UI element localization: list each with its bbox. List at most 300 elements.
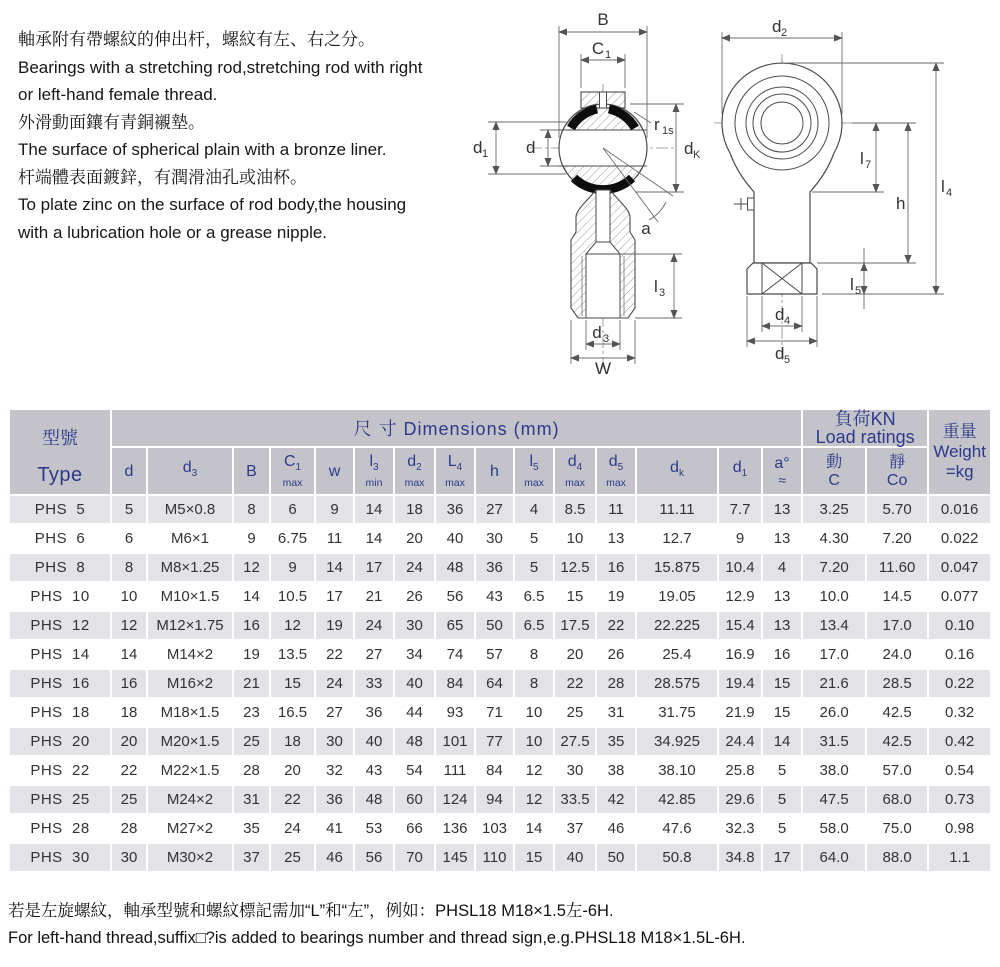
table-cell: 11 xyxy=(597,496,635,523)
table-row xyxy=(10,786,990,813)
dim-header-row xyxy=(10,448,990,494)
table-cell: 8 xyxy=(234,496,269,523)
table-cell: 66 xyxy=(395,815,434,842)
table-cell: M20×1.5 xyxy=(148,728,232,755)
table-cell: 6 xyxy=(112,525,146,552)
weight-column-header xyxy=(929,410,990,494)
table-cell: 44 xyxy=(395,699,434,726)
table-row xyxy=(10,670,990,697)
table-cell: 15 xyxy=(271,670,314,697)
table-cell: 16 xyxy=(112,670,146,697)
table-cell: 28 xyxy=(234,757,269,784)
table-cell: 0.047 xyxy=(929,554,990,581)
table-row xyxy=(10,757,990,784)
table-cell: 15 xyxy=(515,844,553,871)
table-row xyxy=(10,496,990,523)
table-cell: 10 xyxy=(515,699,553,726)
table-cell: 15.4 xyxy=(719,612,761,639)
table-cell: 24.4 xyxy=(719,728,761,755)
table-cell: 0.22 xyxy=(929,670,990,697)
table-cell: 12 xyxy=(234,554,269,581)
model-cell: PHS 10 xyxy=(10,583,110,610)
dimensions-table xyxy=(8,408,992,873)
table-cell: 29.6 xyxy=(719,786,761,813)
table-cell: 31 xyxy=(234,786,269,813)
rod-end-side-drawing xyxy=(712,2,1000,376)
footnote-zh: 若是左旋螺紋，軸承型號和螺紋標記需加“L”和“左”，例如：PHSL18 M18×1.5左-6H. xyxy=(8,902,614,920)
table-cell: 11.11 xyxy=(637,496,717,523)
dim-label-d3-sub: 3 xyxy=(603,333,610,345)
table-cell: 4 xyxy=(763,554,801,581)
table-row xyxy=(10,844,990,871)
weight-header-zh: 重量 xyxy=(942,422,977,441)
table-row xyxy=(10,554,990,581)
table-cell: 32 xyxy=(316,757,353,784)
table-cell: 16.9 xyxy=(719,641,761,668)
table-cell: M8×1.25 xyxy=(148,554,232,581)
table-cell: M12×1.75 xyxy=(148,612,232,639)
table-cell: 12 xyxy=(112,612,146,639)
dim-label-d2-sub: 2 xyxy=(781,27,788,39)
table-cell: 43 xyxy=(476,583,513,610)
table-cell: 21.6 xyxy=(803,670,865,697)
table-cell: 1.1 xyxy=(929,844,990,871)
table-cell: 14 xyxy=(355,525,393,552)
table-cell: 74 xyxy=(436,641,474,668)
table-cell: 57 xyxy=(476,641,513,668)
table-cell: 14.5 xyxy=(867,583,927,610)
load-header-zh: 負荷KN xyxy=(834,409,896,429)
model-cell: PHS 18 xyxy=(10,699,110,726)
table-cell: 84 xyxy=(476,757,513,784)
table-cell: 46 xyxy=(316,844,353,871)
table-cell: 47.6 xyxy=(637,815,717,842)
table-cell: 25 xyxy=(234,728,269,755)
table-cell: 25 xyxy=(112,786,146,813)
table-cell: 42.85 xyxy=(637,786,717,813)
table-cell: 68.0 xyxy=(867,786,927,813)
cap-slot xyxy=(600,92,607,108)
table-cell: 20 xyxy=(112,728,146,755)
table-cell: 30 xyxy=(316,728,353,755)
dim-label-d2: d xyxy=(772,17,782,36)
table-cell: 20 xyxy=(271,757,314,784)
column-header: $d_2$ max xyxy=(395,448,434,494)
threaded-hole xyxy=(586,254,620,318)
table-cell: M22×1.5 xyxy=(148,757,232,784)
table-cell: 0.077 xyxy=(929,583,990,610)
model-cell: PHS 22 xyxy=(10,757,110,784)
table-cell: 38.10 xyxy=(637,757,717,784)
table-cell: 27 xyxy=(355,641,393,668)
table-cell: 27.5 xyxy=(555,728,595,755)
table-cell: 15 xyxy=(555,583,595,610)
dim-label-C1: C xyxy=(591,39,605,58)
table-cell: 24 xyxy=(395,554,434,581)
table-cell: 28 xyxy=(112,815,146,842)
dim-label-l5: l xyxy=(850,275,854,294)
table-cell: 110 xyxy=(476,844,513,871)
column-header: h xyxy=(476,448,513,494)
table-cell: 18 xyxy=(112,699,146,726)
weight-header-unit: =kg xyxy=(945,462,974,481)
table-cell: 33.5 xyxy=(555,786,595,813)
table-cell: 13.4 xyxy=(803,612,865,639)
table-cell: 12 xyxy=(515,786,553,813)
table-cell: 0.022 xyxy=(929,525,990,552)
table-cell: 40 xyxy=(436,525,474,552)
table-cell: 20 xyxy=(555,641,595,668)
model-cell: PHS 8 xyxy=(10,554,110,581)
table-cell: 11 xyxy=(316,525,353,552)
table-cell: 30 xyxy=(112,844,146,871)
table-cell: 33 xyxy=(355,670,393,697)
table-cell: 5 xyxy=(763,757,801,784)
table-cell: 14 xyxy=(515,815,553,842)
model-cell: PHS 30 xyxy=(10,844,110,871)
table-cell: 5 xyxy=(515,525,553,552)
table-cell: 14 xyxy=(112,641,146,668)
table-cell: 13.5 xyxy=(271,641,314,668)
table-cell: 13 xyxy=(597,525,635,552)
table-cell: 11.60 xyxy=(867,554,927,581)
table-row xyxy=(10,525,990,552)
table-cell: 22 xyxy=(112,757,146,784)
table-cell: 25.4 xyxy=(637,641,717,668)
type-column-header xyxy=(10,410,110,494)
table-cell: 31.5 xyxy=(803,728,865,755)
head-and-rod-outline xyxy=(722,63,842,263)
table-cell: M10×1.5 xyxy=(148,583,232,610)
table-cell: 5 xyxy=(112,496,146,523)
table-cell: 36 xyxy=(316,786,353,813)
table-cell: 103 xyxy=(476,815,513,842)
table-cell: 10 xyxy=(112,583,146,610)
table-cell: 0.16 xyxy=(929,641,990,668)
table-cell: 6.5 xyxy=(515,612,553,639)
table-row xyxy=(10,583,990,610)
table-cell: 24 xyxy=(355,612,393,639)
load-ratings-group-header xyxy=(803,410,927,446)
dim-label-d: d xyxy=(526,138,536,157)
table-cell: 20 xyxy=(395,525,434,552)
table-cell: 40 xyxy=(395,670,434,697)
table-cell: 13 xyxy=(763,496,801,523)
table-cell: 77 xyxy=(476,728,513,755)
model-cell: PHS 20 xyxy=(10,728,110,755)
table-cell: 10.5 xyxy=(271,583,314,610)
table-cell: 15 xyxy=(763,670,801,697)
table-cell: 60 xyxy=(395,786,434,813)
table-cell: 4 xyxy=(515,496,553,523)
dim-label-l4: l xyxy=(941,177,945,196)
table-cell: 54 xyxy=(395,757,434,784)
table-cell: 35 xyxy=(234,815,269,842)
table-cell: 24 xyxy=(316,670,353,697)
table-row xyxy=(10,612,990,639)
dim-label-h: h xyxy=(896,194,906,213)
model-cell: PHS 28 xyxy=(10,815,110,842)
table-cell: 0.73 xyxy=(929,786,990,813)
table-cell: 28.5 xyxy=(867,670,927,697)
table-cell: 64 xyxy=(476,670,513,697)
table-cell: 12.9 xyxy=(719,583,761,610)
table-cell: 9 xyxy=(316,496,353,523)
dim-label-dK: d xyxy=(684,139,694,158)
intro-line: Bearings with a stretching rod,stretching rod with right xyxy=(18,57,423,77)
table-cell: 22.225 xyxy=(637,612,717,639)
table-cell: 5.70 xyxy=(867,496,927,523)
table-row xyxy=(10,641,990,668)
table-cell: M5×0.8 xyxy=(148,496,232,523)
dim-label-r1s-sub: 1s xyxy=(662,125,674,137)
table-cell: 19.4 xyxy=(719,670,761,697)
table-cell: 17 xyxy=(316,583,353,610)
intro-line: 軸承附有帶螺紋的伸出杆，螺紋有左、右之分。 xyxy=(18,30,375,49)
dim-label-d1-sub: 1 xyxy=(482,148,489,160)
table-cell: 0.32 xyxy=(929,699,990,726)
table-cell: M6×1 xyxy=(148,525,232,552)
column-header: a° ≈ xyxy=(763,448,801,494)
table-cell: 0.54 xyxy=(929,757,990,784)
table-cell: 25 xyxy=(271,844,314,871)
table-cell: 30 xyxy=(555,757,595,784)
table-cell: 22 xyxy=(555,670,595,697)
table-cell: 84 xyxy=(436,670,474,697)
stem-channel xyxy=(596,190,610,242)
table-cell: 5 xyxy=(763,815,801,842)
table-cell: 50.8 xyxy=(637,844,717,871)
table-cell: 34.8 xyxy=(719,844,761,871)
table-cell: 124 xyxy=(436,786,474,813)
table-cell: 0.42 xyxy=(929,728,990,755)
table-cell: 9 xyxy=(271,554,314,581)
table-cell: M18×1.5 xyxy=(148,699,232,726)
table-cell: 15 xyxy=(763,699,801,726)
table-cell: 9 xyxy=(719,525,761,552)
table-cell: 17.0 xyxy=(803,641,865,668)
table-cell: 8 xyxy=(112,554,146,581)
table-cell: 6.75 xyxy=(271,525,314,552)
intro-line: To plate zinc on the surface of rod body,the housing xyxy=(18,195,407,214)
column-header: $L_4$ max xyxy=(436,448,474,494)
table-cell: 8 xyxy=(515,670,553,697)
table-cell: 57.0 xyxy=(867,757,927,784)
table-cell: 58.0 xyxy=(803,815,865,842)
table-cell: 48 xyxy=(395,728,434,755)
table-cell: 75.0 xyxy=(867,815,927,842)
table-cell: 53 xyxy=(355,815,393,842)
load-header-en: Load ratings xyxy=(815,427,915,447)
dim-label-r1s: r xyxy=(654,115,660,134)
table-cell: 17 xyxy=(355,554,393,581)
weight-header-en: Weight xyxy=(933,442,986,461)
table-cell: 30 xyxy=(395,612,434,639)
table-cell: 12.5 xyxy=(555,554,595,581)
column-header: $d_4$ max xyxy=(555,448,595,494)
model-cell: PHS 25 xyxy=(10,786,110,813)
dim-label-l3-sub: 3 xyxy=(659,287,666,299)
dim-label-l3: l xyxy=(654,277,658,296)
table-cell: 70 xyxy=(395,844,434,871)
model-cell: PHS 12 xyxy=(10,612,110,639)
table-cell: 31 xyxy=(597,699,635,726)
table-cell: 145 xyxy=(436,844,474,871)
table-cell: 19 xyxy=(316,612,353,639)
table-cell: 15.875 xyxy=(637,554,717,581)
table-cell: 23 xyxy=(234,699,269,726)
table-cell: 36 xyxy=(436,496,474,523)
table-cell: 18 xyxy=(395,496,434,523)
dim-label-W: W xyxy=(594,359,612,376)
table-cell: 19 xyxy=(234,641,269,668)
table-cell: 38 xyxy=(597,757,635,784)
table-cell: 40 xyxy=(555,844,595,871)
table-cell: 21.9 xyxy=(719,699,761,726)
type-header-en: Type xyxy=(37,463,83,486)
table-cell: 42.5 xyxy=(867,699,927,726)
table-cell: 88.0 xyxy=(867,844,927,871)
table-cell: 36 xyxy=(355,699,393,726)
table-cell: 24.0 xyxy=(867,641,927,668)
footnotes xyxy=(8,898,746,952)
table-cell: 50 xyxy=(476,612,513,639)
column-header: $d_1$ xyxy=(719,448,761,494)
table-cell: 16 xyxy=(763,641,801,668)
table-cell: 94 xyxy=(476,786,513,813)
table-cell: 14 xyxy=(355,496,393,523)
model-cell: PHS 6 xyxy=(10,525,110,552)
table-cell: 71 xyxy=(476,699,513,726)
dim-label-d5-sub: 5 xyxy=(784,354,791,366)
dim-label-B: B xyxy=(597,10,609,29)
table-cell: 46 xyxy=(597,815,635,842)
table-cell: 30 xyxy=(476,525,513,552)
table-cell: 18 xyxy=(271,728,314,755)
column-header: $d_3$ xyxy=(148,448,232,494)
table-cell: 38.0 xyxy=(803,757,865,784)
table-cell: 3.25 xyxy=(803,496,865,523)
table-cell: 7.20 xyxy=(803,554,865,581)
table-cell: 14 xyxy=(763,728,801,755)
table-cell: 34.925 xyxy=(637,728,717,755)
column-header: B xyxy=(234,448,269,494)
dim-label-dK-sub: K xyxy=(693,149,701,161)
column-header: w xyxy=(316,448,353,494)
table-cell: 14 xyxy=(234,583,269,610)
table-cell: M30×2 xyxy=(148,844,232,871)
table-cell: 25 xyxy=(555,699,595,726)
footnote-en: For left-hand thread,suffix□?is added to bearings number and thread sign,e.g.PHSL18 M18×1.5L-6H. xyxy=(8,929,746,947)
table-cell: 48 xyxy=(436,554,474,581)
dim-label-d4-sub: 4 xyxy=(784,315,791,327)
intro-line: with a lubrication hole or a grease nipple. xyxy=(18,222,328,242)
table-cell: 64.0 xyxy=(803,844,865,871)
table-cell: 37 xyxy=(234,844,269,871)
table-row xyxy=(10,728,990,755)
dim-label-l7: l xyxy=(860,149,864,168)
table-cell: 5 xyxy=(763,786,801,813)
dim-label-a: a xyxy=(641,219,651,238)
table-cell: 13 xyxy=(763,525,801,552)
table-body xyxy=(10,496,990,871)
table-cell: 16 xyxy=(234,612,269,639)
table-cell: 136 xyxy=(436,815,474,842)
table-cell: 7.20 xyxy=(867,525,927,552)
table-cell: 17.5 xyxy=(555,612,595,639)
table-cell: 50 xyxy=(597,844,635,871)
column-header: 動 C xyxy=(803,448,865,494)
table-cell: 27 xyxy=(476,496,513,523)
table-cell: 13 xyxy=(763,612,801,639)
table-cell: 34 xyxy=(395,641,434,668)
table-cell: 17 xyxy=(763,844,801,871)
table-cell: 6 xyxy=(271,496,314,523)
table-cell: 5 xyxy=(515,554,553,581)
dim-label-l4-sub: 4 xyxy=(946,187,953,199)
table-cell: 26 xyxy=(395,583,434,610)
table-cell: 8.5 xyxy=(555,496,595,523)
table-cell: 0.016 xyxy=(929,496,990,523)
table-cell: 22 xyxy=(271,786,314,813)
table-cell: 0.10 xyxy=(929,612,990,639)
table-cell: 12.7 xyxy=(637,525,717,552)
table-cell: 19 xyxy=(597,583,635,610)
model-cell: PHS 5 xyxy=(10,496,110,523)
table-cell: 35 xyxy=(597,728,635,755)
table-cell: 0.98 xyxy=(929,815,990,842)
table-cell: 65 xyxy=(436,612,474,639)
table-cell: 43 xyxy=(355,757,393,784)
table-cell: 12 xyxy=(515,757,553,784)
table-cell: 10 xyxy=(515,728,553,755)
rod-end-section-drawing xyxy=(468,2,720,376)
dim-label-C1-sub: 1 xyxy=(605,49,612,61)
table-cell: 19.05 xyxy=(637,583,717,610)
column-header: $C_1$ max xyxy=(271,448,314,494)
table-cell: 36 xyxy=(476,554,513,581)
dim-label-l7-sub: 7 xyxy=(865,159,872,171)
table-cell: 41 xyxy=(316,815,353,842)
intro-line: The surface of spherical plain with a bronze liner. xyxy=(18,140,387,159)
table-cell: 10 xyxy=(555,525,595,552)
table-cell: 22 xyxy=(597,612,635,639)
table-cell: 12 xyxy=(271,612,314,639)
table-cell: 28 xyxy=(597,670,635,697)
table-cell: 25.8 xyxy=(719,757,761,784)
column-header: $l_3$ min xyxy=(355,448,393,494)
column-header: $d_k$ xyxy=(637,448,717,494)
table-cell: 93 xyxy=(436,699,474,726)
model-cell: PHS 16 xyxy=(10,670,110,697)
dim-label-d3: d xyxy=(592,323,602,342)
dim-label-l5-sub: 5 xyxy=(855,285,862,297)
table-row xyxy=(10,815,990,842)
table-cell: 21 xyxy=(234,670,269,697)
column-header: $d_5$ max xyxy=(597,448,635,494)
column-header: 靜 Co xyxy=(867,448,927,494)
table-cell: 48 xyxy=(355,786,393,813)
table-row xyxy=(10,699,990,726)
intro-text xyxy=(18,26,478,246)
table-cell: 26 xyxy=(597,641,635,668)
table-cell: 7.7 xyxy=(719,496,761,523)
table-cell: 14 xyxy=(316,554,353,581)
dim-label-d1: d xyxy=(473,138,483,157)
column-header: $l_5$ max xyxy=(515,448,553,494)
table-cell: M24×2 xyxy=(148,786,232,813)
dimensions-group-header: 尺 寸 Dimensions (mm) xyxy=(112,410,801,446)
